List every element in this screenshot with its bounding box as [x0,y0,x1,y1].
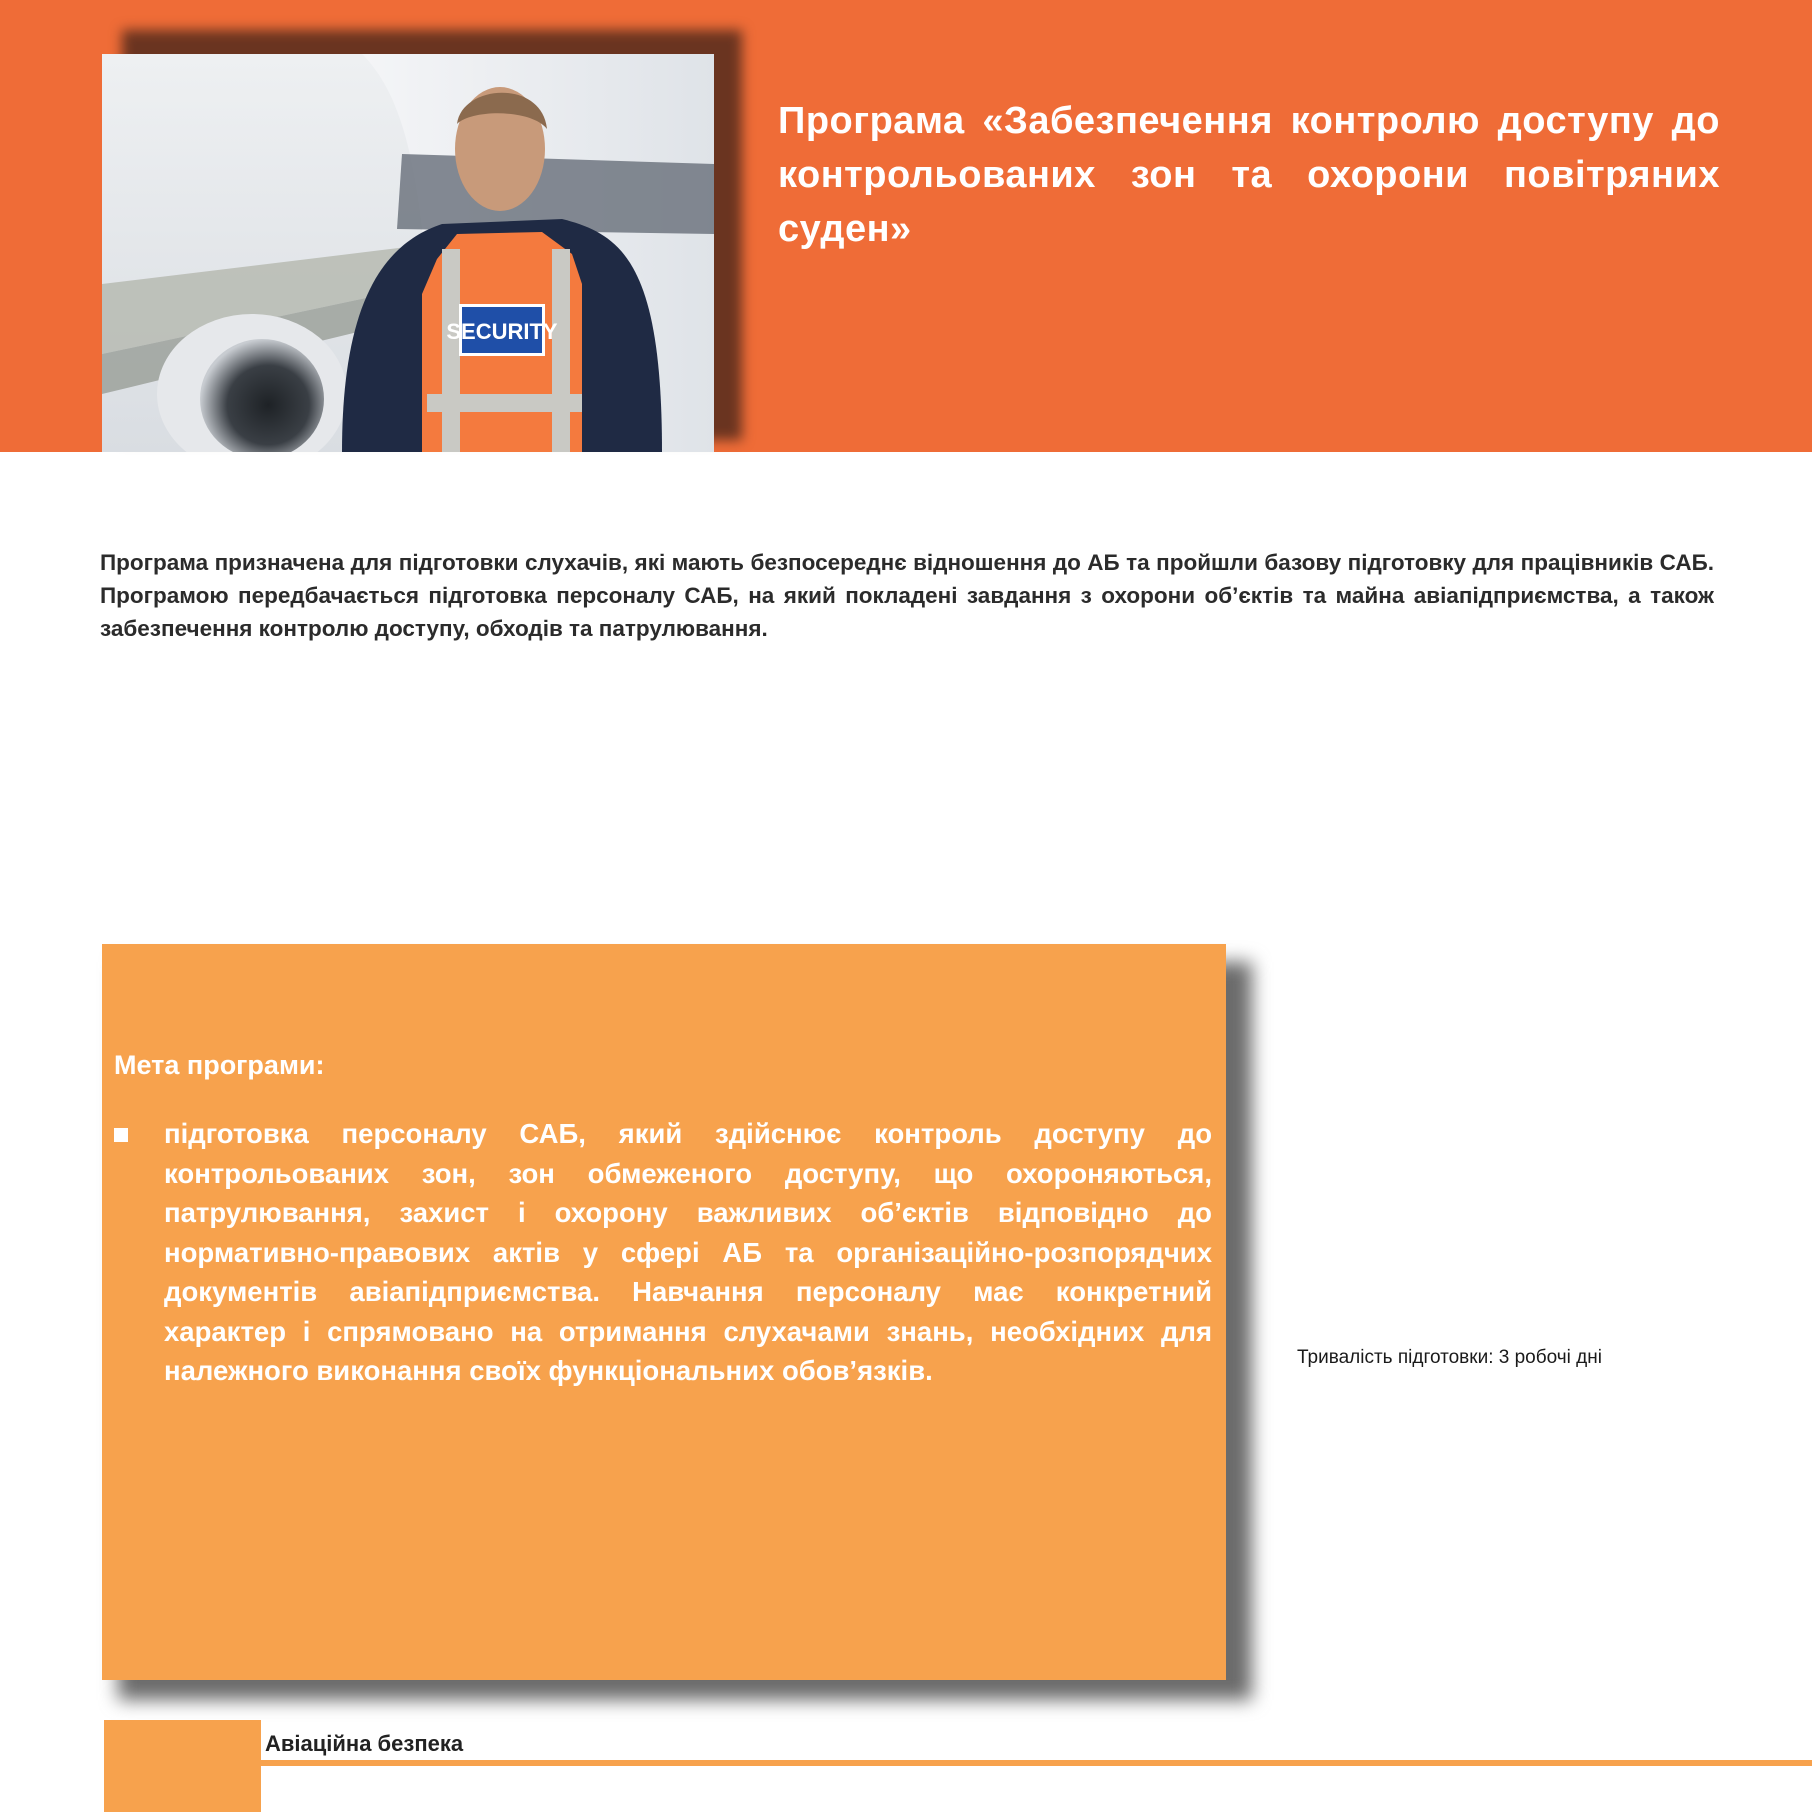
footer-accent-block [104,1720,261,1812]
goal-heading: Мета програми: [114,1050,325,1080]
security-officer-photo [102,54,714,452]
page-title: Програма «Забезпечення контролю доступу до контрольованих зон та охорони повітряних суден» [778,100,1720,250]
intro-paragraph: Програма призначена для підготовки слухачів, які мають безпосереднє відношення до АБ та пройшли базову підготовку для працівників САБ. Програмою передбачається підготовка персоналу САБ, на який покладені завдання з охорони об’єктів та майна авіапідприємства, а також забезпечення контролю доступу, обходів та патрулювання. [100,550,1714,641]
security-badge-text: SECURITY [446,319,558,344]
footer-section-label: Авіаційна безпека [265,1731,464,1756]
training-duration: Тривалість підготовки: 3 робочі дні [1297,1347,1602,1368]
square-bullet-icon [114,1128,128,1142]
photo-illustration [102,54,714,452]
footer-rule [261,1760,1812,1766]
goal-box [102,944,1226,1680]
goal-item-text: підготовка персоналу САБ, який здійснює контроль доступу до контрольованих зон, зон обмеженого доступу, що охороняються, патрулювання, захист і охорону важливих об’єктів відповідно до нормативно-правових актів у сфері АБ та організаційно-розпорядчих документів авіапідприємства. Навчання персоналу має конкретний характер і спрямовано на отримання слухачами знань, необхідних для належного виконання своїх функціональних обов’язків. [164,1118,1212,1386]
security-badge [446,304,558,356]
